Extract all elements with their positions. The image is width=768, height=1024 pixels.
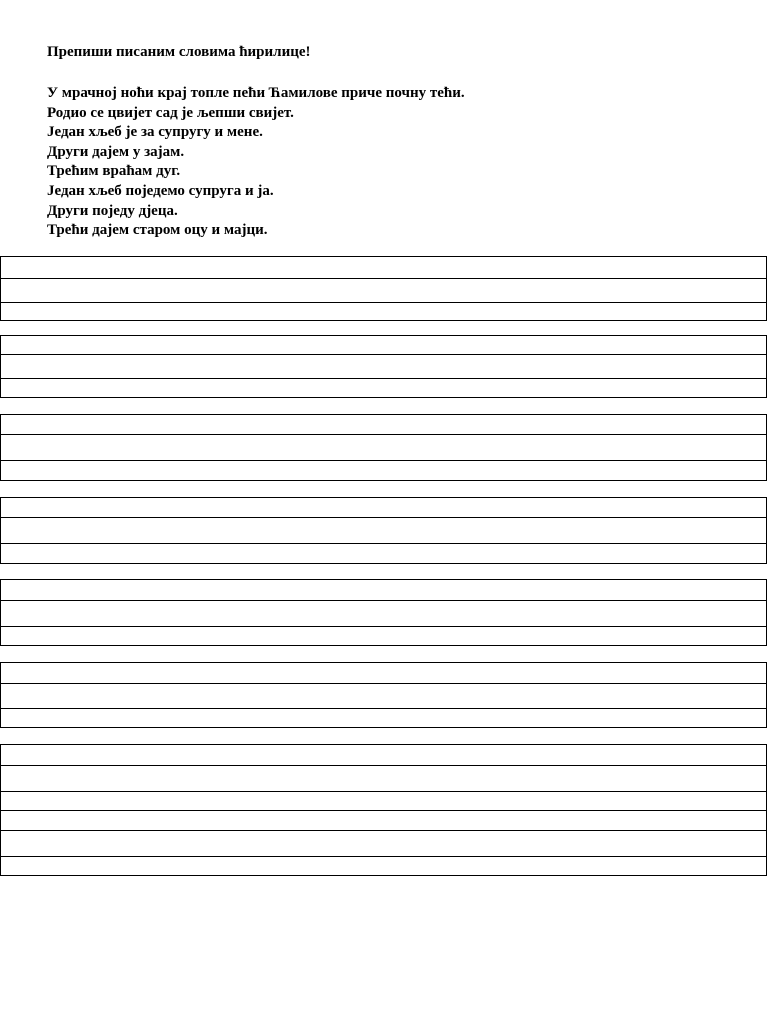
poem-text: [47, 84, 465, 241]
writing-line-top: [1, 811, 766, 831]
writing-line-top: [1, 415, 766, 435]
writing-line-bottom: [1, 461, 766, 480]
writing-line-bottom: [1, 792, 766, 810]
writing-line-middle: [1, 766, 766, 792]
writing-line-middle: [1, 279, 766, 303]
writing-practice-block[interactable]: [0, 579, 767, 646]
writing-line-middle: [1, 684, 766, 709]
writing-line-bottom: [1, 544, 766, 563]
writing-line-middle: [1, 435, 766, 461]
writing-practice-block[interactable]: [0, 497, 767, 564]
writing-line-middle: [1, 355, 766, 379]
poem-line: Други поједу дјеца.: [47, 202, 178, 219]
writing-line-top: [1, 745, 766, 766]
writing-line-middle: [1, 601, 766, 627]
poem-line: Један хљеб је за супругу и мене.: [47, 124, 263, 141]
poem-line: Трећим враћам дуг.: [47, 163, 181, 180]
writing-practice-block[interactable]: [0, 414, 767, 481]
writing-line-top: [1, 336, 766, 355]
writing-line-top: [1, 257, 766, 279]
poem-line: Други дајем у зајам.: [47, 143, 185, 160]
writing-practice-block[interactable]: [0, 744, 767, 811]
instruction-title: Препиши писаним словима ћирилице!: [47, 44, 311, 60]
writing-line-bottom: [1, 303, 766, 320]
writing-practice-block[interactable]: [0, 662, 767, 728]
poem-line: Један хљеб поједемо супруга и ја.: [47, 182, 274, 199]
writing-line-middle: [1, 831, 766, 857]
writing-practice-block[interactable]: [0, 256, 767, 321]
writing-line-bottom: [1, 627, 766, 645]
writing-line-bottom: [1, 857, 766, 875]
writing-line-bottom: [1, 379, 766, 397]
writing-practice-block[interactable]: [0, 810, 767, 876]
writing-line-top: [1, 498, 766, 518]
writing-practice-block[interactable]: [0, 335, 767, 398]
poem-line: У мрачној ноћи крај топле пећи Ћамилове приче почну тећи.: [47, 85, 465, 101]
writing-line-bottom: [1, 709, 766, 727]
writing-line-top: [1, 663, 766, 684]
poem-line: Родио се цвијет сад је љепши свијет.: [47, 104, 294, 121]
writing-line-top: [1, 580, 766, 601]
writing-line-middle: [1, 518, 766, 544]
poem-line: Трећи дајем старом оцу и мајци.: [47, 222, 268, 239]
